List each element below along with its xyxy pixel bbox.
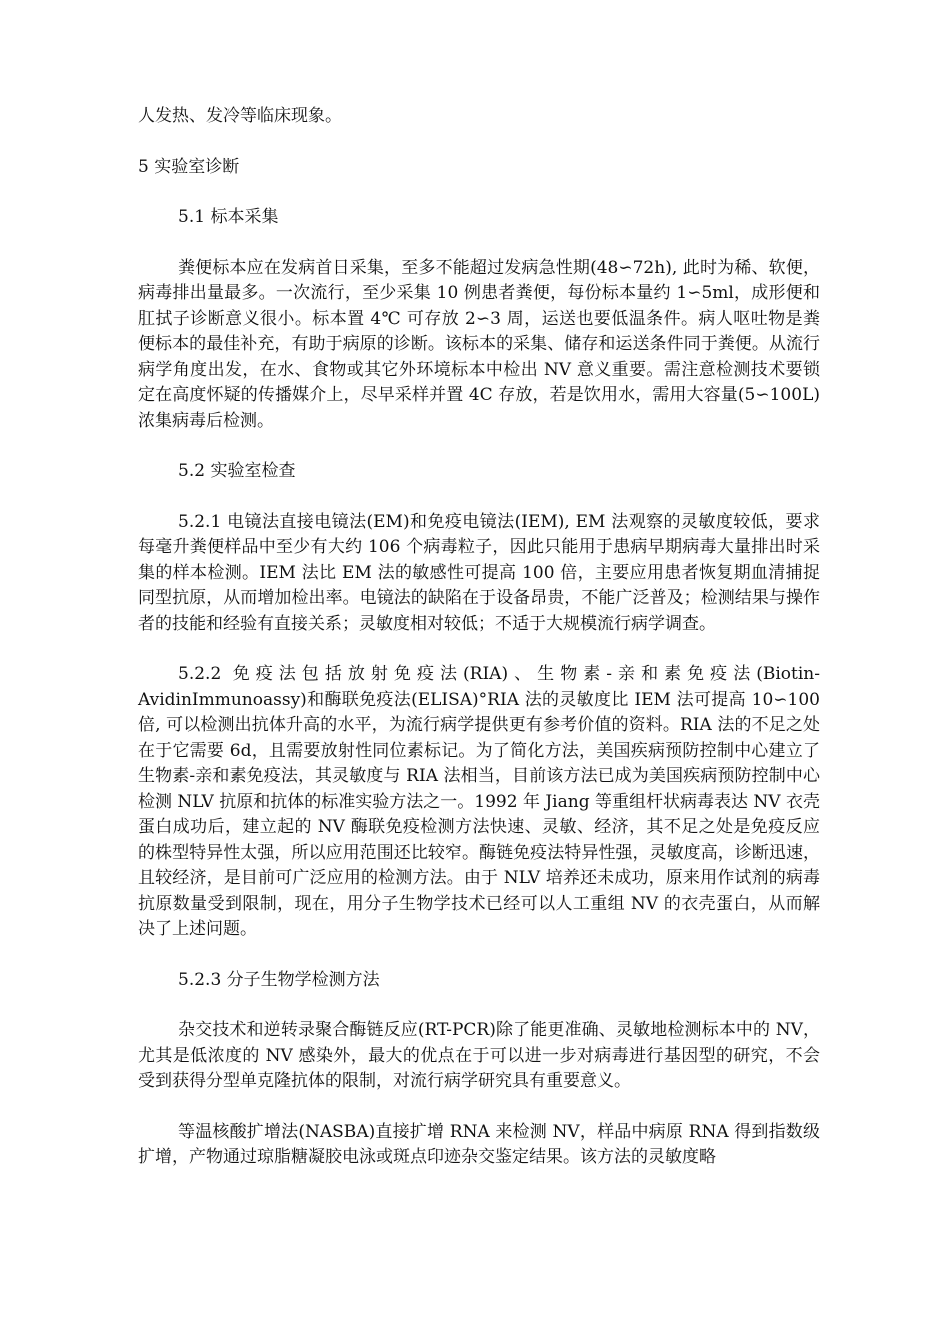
specimen-collection-paragraph: 粪便标本应在发病首日采集，至多不能超过发病急性期(48∽72h), 此时为稀、软便，病毒排出量最多。一次流行，至少采集 10 例患者粪便，每份标本量约 1∽5ml，成形便和肛拭子诊断意义很小。标本置 4℃ 可存放 2∽3 周，运送也要低温条件。病人呕吐物是粪便标本的最佳补充，有助于病原的诊断。该标本的采集、储存和运送条件同于粪便。从流行病学角度出发，在水、食物或其它外环境标本中检出 NV 意义重要。需注意检测技术要锁定在高度怀疑的传播媒介上，尽早采样并置 4C 存放，若是饮用水，需用大容量(5∽100L)浓集病毒后检测。: [138, 257, 820, 431]
subsection-heading-5-2: 5.2 实验室检查: [178, 461, 296, 481]
nasba-paragraph: 等温核酸扩增法(NASBA)直接扩增 RNA 来检测 NV，样品中病原 RNA 得到指数级扩增，产物通过琼脂糖凝胶电泳或斑点印迹杂交鉴定结果。该方法的灵敏度略: [138, 1121, 820, 1167]
rt-pcr-paragraph: 杂交技术和逆转录聚合酶链反应(RT-PCR)除了能更准确、灵敏地检测标本中的 NV，尤其是低浓度的 NV 感染外，最大的优点在于可以进一步对病毒进行基因型的研究，不会受到获得分型单克隆抗体的限制，对流行病学研究具有重要意义。: [138, 1020, 820, 1091]
document-page: [138, 104, 820, 1171]
section-heading-5: 5 实验室诊断: [138, 156, 240, 177]
subsection-heading-5-2-3: 5.2.3 分子生物学检测方法: [178, 969, 380, 990]
continuation-paragraph: 人发热、发冷等临床现象。: [138, 106, 342, 126]
electron-microscopy-paragraph: 5.2.1 电镜法直接电镜法(EM)和免疫电镜法(IEM), EM 法观察的灵敏度较低，要求每毫升粪便样品中至少有大约 106 个病毒粒子，因此只能用于患病早期病毒大量排出时采集的样本检测。IEM 法比 EM 法的敏感性可提高 100 倍，主要应用患者恢复期血清捕捉同型抗原，从而增加检出率。电镜法的缺陷在于设备昂贵，不能广泛普及；检测结果与操作者的技能和经验有直接关系；灵敏度相对较低；不适于大规模流行病学调查。: [138, 511, 820, 634]
immunoassay-paragraph: 5.2.2 免疫法包括放射免疫法(RIA)、生物素-亲和素免疫法(Biotin-AvidinImmunoassy)和酶联免疫法(ELISA)°RIA 法的灵敏度比 IEM 法可提高 10∽100 倍, 可以检测出抗体升高的水平，为流行病学提供更有参考价值的资料。RIA 法的不足之处在于它需要 6d，且需要放射性同位素标记。为了简化方法，美国疾病预防控制中心建立了生物素-亲和素免疫法，其灵敏度与 RIA 法相当，目前该方法已成为美国疾病预防控制中心检测 NLV 抗原和抗体的标准实验方法之一。1992 年 Jiang 等重组杆状病毒表达 NV 衣壳蛋白成功后，建立起的 NV 酶联免疫检测方法快速、灵敏、经济，其不足之处是免疫反应的株型特异性太强，所以应用范围还比较窄。酶链免疫法特异性强，灵敏度高，诊断迅速，且较经济，是目前可广泛应用的检测方法。由于 NLV 培养还未成功，原来用作试剂的病毒抗原数量受到限制，现在，用分子生物学技术已经可以人工重组 NV 的衣壳蛋白，从而解决了上述问题。: [138, 664, 820, 939]
subsection-heading-5-1: 5.1 标本采集: [178, 207, 279, 227]
